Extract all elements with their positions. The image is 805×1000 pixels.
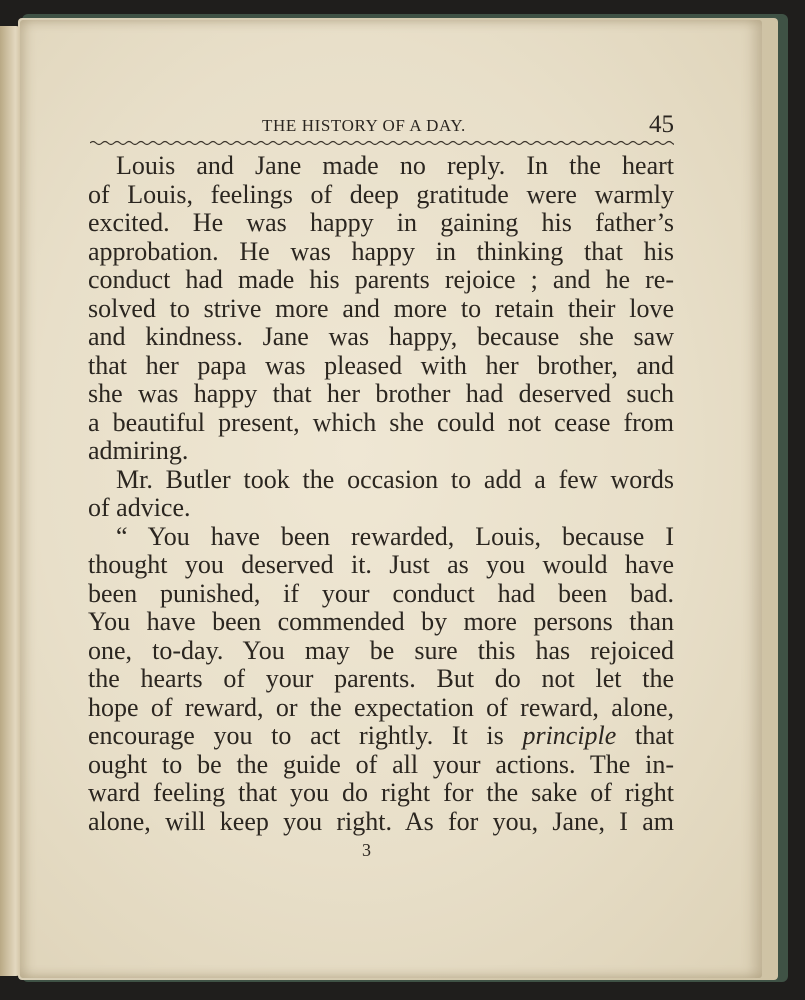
page-number: 45: [649, 111, 674, 138]
text-line: and kindness. Jane was happy, because she saw: [88, 322, 674, 351]
text-line: solved to strive more and more to retain their love: [88, 293, 674, 323]
facing-page-edge: [0, 26, 22, 976]
italic-word: principle: [522, 721, 617, 750]
text-line: ward feeling that you do right for the sake of right: [88, 778, 674, 807]
text-line: “ You have been rewarded, Louis, because I: [116, 521, 674, 551]
text-line: hope of reward, or the expectation of reward, alone,: [88, 692, 674, 722]
text-line: alone, will keep you right. As for you, Jane, I am: [88, 806, 674, 836]
running-head: THE HISTORY OF A DAY.: [262, 116, 466, 135]
text-line: Mr. Butler took the occasion to add a few words: [116, 464, 674, 494]
text-line-mixed: [88, 722, 674, 751]
text-line: the hearts of your parents. But do not let the: [88, 664, 674, 693]
text-line: Louis and Jane made no reply. In the heart: [116, 151, 674, 180]
text-line: been punished, if your conduct had been bad.: [88, 578, 674, 608]
signature-mark: 3: [362, 840, 371, 860]
text-line: that her papa was pleased with her brother, and: [88, 350, 674, 380]
text-fragment: encourage you to act rightly. It is: [88, 721, 504, 750]
text-line: she was happy that her brother had deserved such: [88, 379, 674, 408]
text-line: of advice.: [88, 493, 191, 522]
text-fragment: that: [635, 721, 675, 750]
text-line: one, to-day. You may be sure this has rejoiced: [88, 635, 674, 665]
text-line: a beautiful present, which she could not cease from: [88, 407, 674, 437]
text-line: admiring.: [88, 436, 189, 465]
text-line: approbation. He was happy in thinking that his: [88, 236, 674, 266]
decorative-wavy-rule: [90, 138, 674, 148]
text-line: of Louis, feelings of deep gratitude were warmly: [88, 179, 674, 209]
text-line: ought to be the guide of all your actions. The in-: [88, 749, 674, 779]
page-header: [262, 113, 674, 141]
text-line: thought you deserved it. Just as you would have: [88, 550, 674, 579]
text-line: conduct had made his parents rejoice ; and he re-: [88, 265, 674, 294]
body-text: [88, 152, 674, 836]
text-line: You have been commended by more persons than: [88, 607, 674, 636]
text-line: excited. He was happy in gaining his father’s: [88, 208, 674, 237]
